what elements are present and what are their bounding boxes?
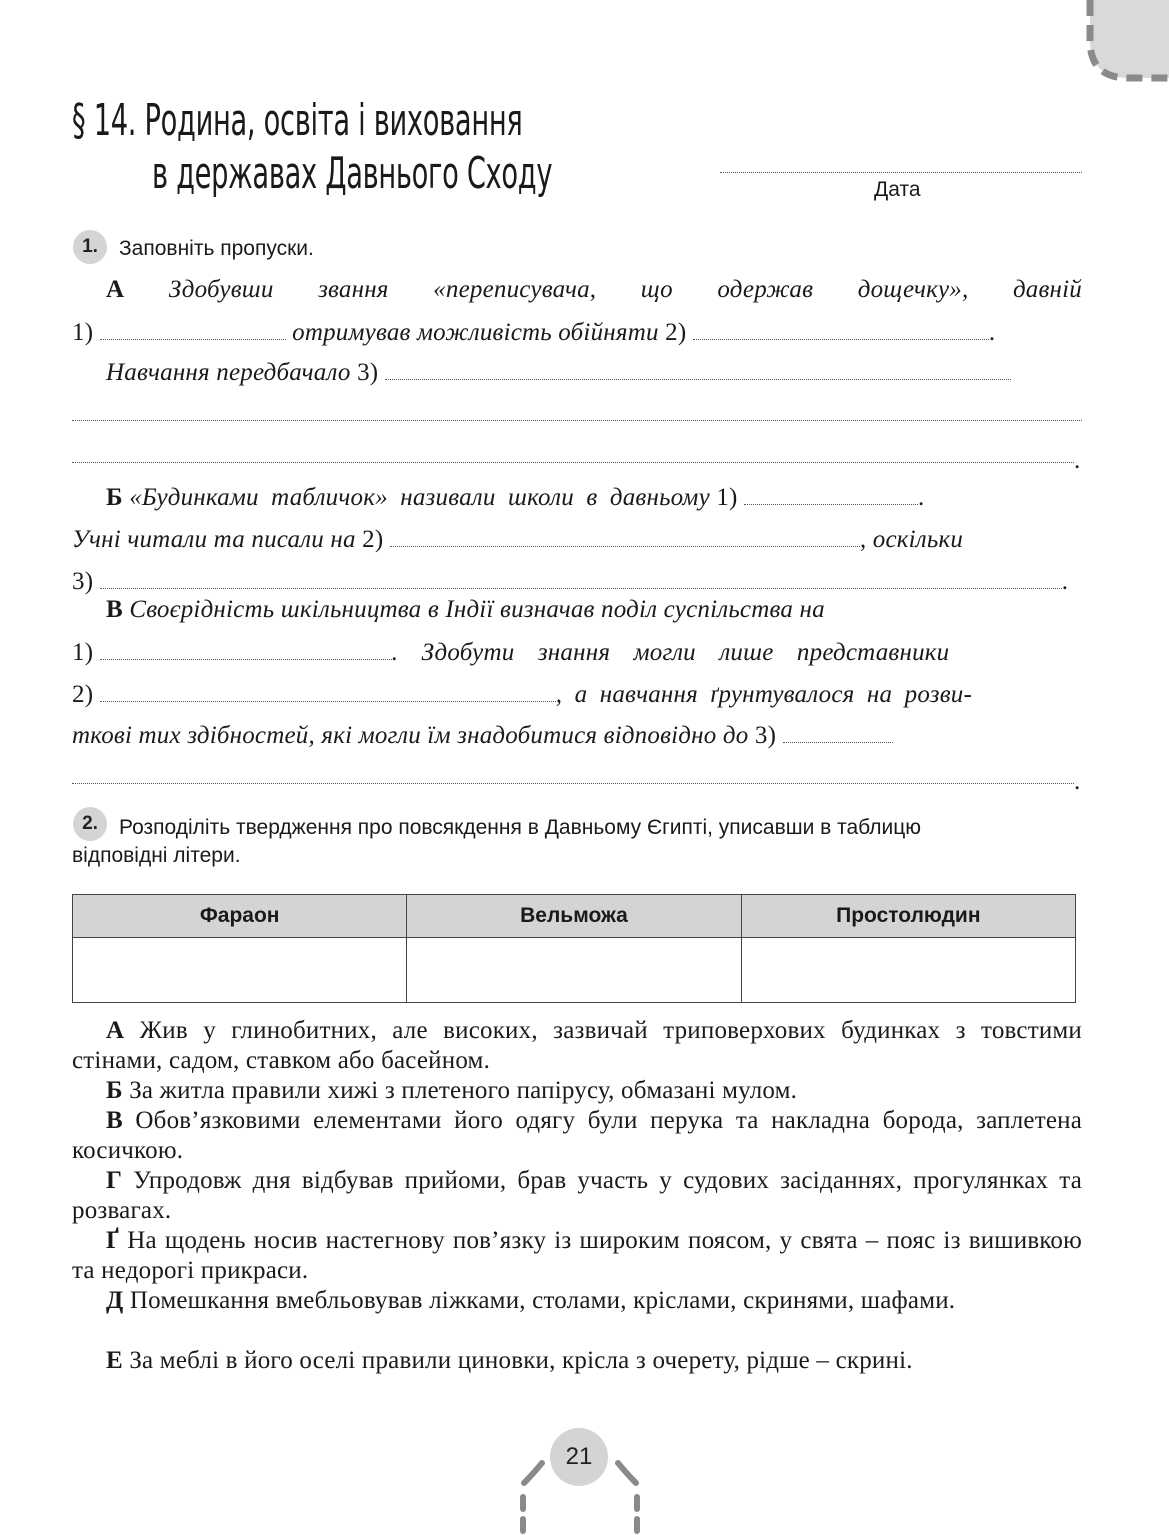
statement-g2-text: На щодень носив настегнову пов’язку із широким поясом, у свята – пояс із вишивкою та недорогі прикраси.: [72, 1227, 1082, 1284]
task-1v-letter: В: [106, 596, 123, 623]
task-1b-text-1: «Будинками табличок» називали школи в давньому: [129, 484, 710, 511]
task-1b-blank-1[interactable]: [744, 503, 918, 505]
statement-b-key: Б: [106, 1077, 123, 1104]
task-1b-line-3: [72, 567, 1068, 597]
statement-g2: [72, 1226, 1082, 1286]
task-1v-line-1: [106, 595, 825, 625]
task-2-instruction-2: відповідні літери.: [72, 844, 241, 867]
task-1a-blank-3[interactable]: [385, 378, 1011, 380]
task-1v-blank-2[interactable]: [100, 700, 556, 702]
task-1b-num-3: 3): [72, 568, 94, 595]
page-title-line-2: в державах Давнього Сходу: [152, 148, 553, 199]
corner-tab-decoration: [1080, 0, 1169, 90]
task-1v-blank-3[interactable]: [783, 741, 893, 743]
date-label: Дата: [874, 178, 921, 201]
task-1a-line-1: [106, 275, 1082, 305]
task-1v-blank-1[interactable]: [100, 658, 392, 660]
task-1v-num-2: 2): [72, 681, 94, 708]
statement-d-key: Д: [106, 1287, 124, 1314]
task-1b-line-1: [106, 483, 924, 513]
classification-table: [72, 894, 1076, 1003]
statement-e-key: Е: [106, 1347, 123, 1374]
task-1v-num-3: 3): [754, 722, 777, 749]
task-2-number: 2.: [73, 807, 107, 841]
statement-d-text: Помешкання вмебльовував ліжками, столами, кріслами, скринями, шафами.: [129, 1287, 956, 1314]
task-1a-text-1: Здобувши звання «переписувача, що одержав дощечку», давній: [168, 276, 1083, 303]
task-1v-text-3: , а навчання ґрунтувалося на розви-: [555, 681, 972, 708]
task-1a-text-3: Навчання передбачало: [106, 359, 351, 386]
task-1v-num-1: 1): [72, 639, 94, 666]
task-1a-letter: А: [106, 276, 125, 303]
page-number: 21: [550, 1428, 608, 1486]
task-1a-text-2: отримував можливість обійняти: [292, 319, 659, 346]
header-nobleman: Вельможа: [407, 895, 741, 938]
statement-g-text: Упродовж дня відбував прийоми, брав участь у судових засіданнях, прогулянках та розвагах.: [72, 1167, 1082, 1224]
table-header-row: [73, 895, 1076, 938]
task-1v-text-1: Своєрідність шкільництва в Індії визначав поділ суспільства на: [129, 596, 825, 623]
task-1-instruction: Заповніть пропуски.: [119, 237, 314, 260]
task-1a-blank-line-5[interactable]: [72, 462, 1074, 463]
answer-cell-pharaoh[interactable]: [73, 938, 407, 1003]
task-1v-end-period: .: [1074, 768, 1081, 795]
statement-g2-key: Ґ: [106, 1227, 120, 1254]
task-1b-text-2: Учні читали та писали на: [72, 526, 356, 553]
task-1a-blank-2[interactable]: [693, 338, 989, 340]
task-2-instruction-1: Розподіліть твердження про повсякдення в Давньому Єгипті, уписавши в таблицю: [119, 816, 922, 839]
task-1a-line-2: [72, 318, 995, 348]
table-answer-row: [73, 938, 1076, 1003]
task-1b-blank-2[interactable]: [390, 545, 860, 547]
task-1a-end-period: .: [1074, 447, 1081, 474]
statement-v: [72, 1106, 1082, 1166]
statement-b: [72, 1076, 1082, 1106]
task-1v-line-4: [72, 721, 893, 751]
task-1b-text-3: , оскільки: [859, 526, 964, 553]
statement-e: [72, 1346, 1082, 1376]
task-1a-num-3: 3): [357, 359, 379, 386]
task-1v-line-2: [72, 638, 1082, 668]
task-1a-period: .: [988, 319, 996, 346]
task-1-number: 1.: [73, 230, 107, 264]
task-1a-num-1: 1): [72, 319, 94, 346]
task-1b-period: .: [918, 484, 925, 511]
task-1v-line-3: [72, 680, 972, 710]
statement-g-key: Г: [106, 1167, 123, 1194]
statement-e-text: За меблі в його оселі правили циновки, крісла з очерету, рідше – скрині.: [129, 1347, 913, 1374]
task-1v-text-4: ткові тих здібностей, які могли їм знадобитися відповідно до: [72, 722, 749, 749]
task-1a-line-3: [106, 358, 1011, 388]
statement-a: [72, 1016, 1082, 1076]
task-1a-blank-1[interactable]: [100, 338, 286, 340]
statement-v-key: В: [106, 1107, 123, 1134]
statement-d: [72, 1286, 1082, 1316]
statement-a-text: Жив у глинобитних, але високих, зазвичай триповерхових будинках з товстими стінами, садом, ставком або басейном.: [72, 1017, 1083, 1074]
task-1b-letter: Б: [106, 484, 123, 511]
header-pharaoh: Фараон: [73, 895, 407, 938]
header-commoner: Простолюдин: [741, 895, 1075, 938]
task-1b-blank-3[interactable]: [100, 587, 1062, 589]
answer-cell-commoner[interactable]: [741, 938, 1075, 1003]
statement-a-key: А: [106, 1017, 125, 1044]
statement-b-text: За житла правили хижі з плетеного папірусу, обмазані мулом.: [129, 1077, 798, 1104]
task-1b-end-period: .: [1061, 568, 1069, 595]
task-1b-line-2: [72, 525, 963, 555]
task-1v-blank-line-5[interactable]: [72, 783, 1074, 784]
page-title-line-1: § 14. Родина, освіта і виховання: [72, 95, 523, 146]
date-field[interactable]: [720, 170, 1082, 173]
task-1a-num-2: 2): [665, 319, 687, 346]
statement-g: [72, 1166, 1082, 1226]
statement-v-text: Обов’язковими елементами його одягу були перука та накладна борода, заплетена косичкою.: [72, 1107, 1083, 1164]
task-1a-blank-line-4[interactable]: [72, 420, 1082, 421]
answer-cell-nobleman[interactable]: [407, 938, 741, 1003]
task-1b-num-2: 2): [362, 526, 384, 553]
task-1v-text-2: . Здобути знання могли лише представники: [391, 639, 950, 666]
task-1b-num-1: 1): [716, 484, 738, 511]
